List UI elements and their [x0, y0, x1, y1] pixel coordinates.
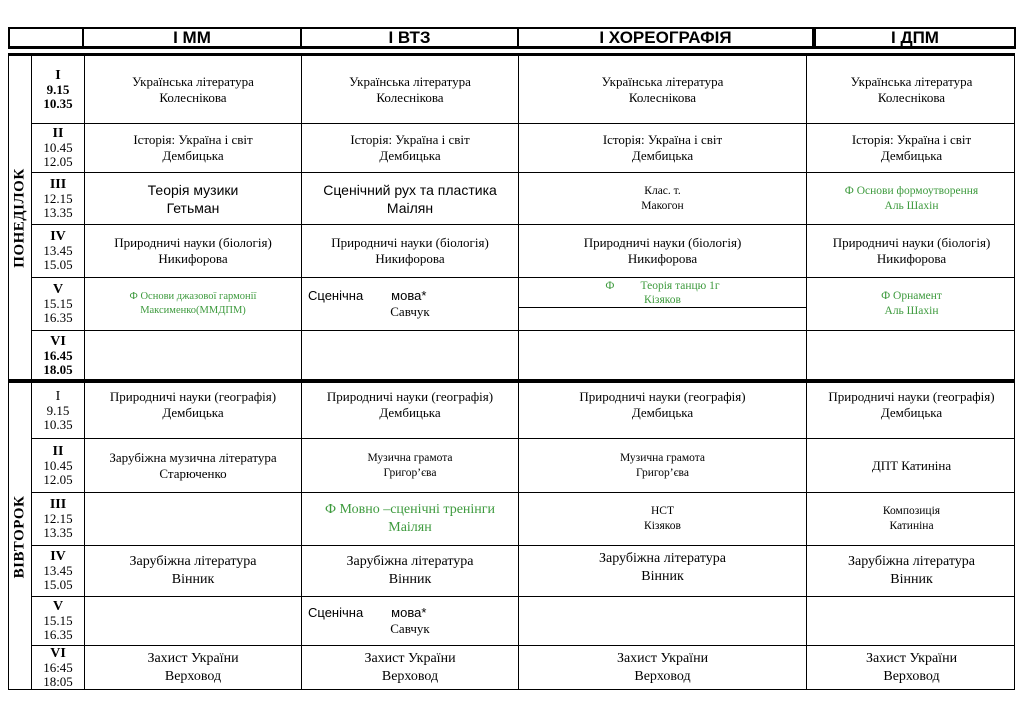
period-cell: VI 16:45 18:05	[32, 646, 85, 690]
lesson-cell: НСТ Кізяков	[519, 493, 807, 545]
header-group-dpm: I ДПМ	[814, 27, 1016, 49]
lesson-cell: Ф Основи формоутворення Аль Шахін	[844, 184, 979, 212]
lesson-cell: Зарубіжна література Вінник	[302, 546, 519, 596]
lesson-cell: Теорія музики Гетьман	[85, 173, 302, 224]
period-cell: V 15.15 16.35	[32, 278, 85, 330]
lesson-cell: Природничі науки (географія) Дембицька	[85, 383, 302, 438]
lesson-cell: Історія: Україна і світ Дембицька	[85, 124, 302, 172]
schedule-header	[8, 27, 1016, 50]
period-cell: VI 16.45 18.05	[32, 331, 85, 380]
lesson-cell: Українська література Колеснікова	[85, 56, 302, 123]
lesson-cell: Зарубіжна література Вінник	[519, 546, 807, 596]
lesson-cell	[85, 493, 302, 545]
lesson-cell: Ф Основи джазової гармонії Максименко(ММДПМ)	[85, 278, 302, 330]
lesson-cell: ДПТ Катиніна	[871, 457, 952, 473]
lesson-cell	[519, 331, 807, 380]
lesson-cell: Захист України Верховод	[302, 646, 519, 690]
period-cell: II 10.45 12.05	[32, 124, 85, 172]
table-row	[32, 278, 1014, 331]
period-cell: I 9.15 10.35	[32, 56, 85, 123]
table-row	[32, 383, 1014, 439]
lesson-cell: Сценічний рух та пластика Маілян	[302, 173, 519, 224]
lesson-cell: Клас. т. Макогон	[519, 173, 807, 224]
lesson-cell: Природничі науки (біологія) Никифорова	[519, 225, 807, 277]
lesson-cell: Музична грамота Григор’єва	[519, 439, 807, 492]
period-cell: III 12.15 13.35	[32, 493, 85, 545]
lesson-cell	[807, 331, 1016, 380]
lesson-cell	[85, 331, 302, 380]
lesson-cell: Історія: Україна і світ Дембицька	[519, 124, 807, 172]
header-blank-cell	[8, 27, 82, 49]
lesson-cell: Ф Теорія танцю 1г Кізяков	[519, 278, 807, 330]
lesson-cell: Сценічна мова* Савчук	[302, 278, 519, 330]
table-row	[32, 493, 1014, 546]
lesson-cell: Українська література Колеснікова	[519, 56, 807, 123]
lesson-cell: Зарубіжна література Вінник	[848, 554, 975, 587]
lesson-cell: Історія: Україна і світ Дембицька	[851, 132, 972, 163]
table-row	[32, 225, 1014, 278]
lesson-cell: Сценічна мова* Савчук	[302, 597, 519, 645]
header-group-vtz: I ВТЗ	[300, 27, 517, 49]
day-label-monday: ПОНЕДІЛОК	[9, 56, 32, 380]
header-group-choreography: I ХОРЕОГРАФІЯ	[517, 27, 814, 49]
period-cell: IV 13.45 15.05	[32, 546, 85, 596]
lesson-cell: Природничі науки (географія) Дембицька	[828, 389, 995, 420]
lesson-cell: Композиція Катиніна	[882, 505, 941, 532]
monday-block	[8, 53, 1015, 380]
table-row	[32, 646, 1014, 690]
header-group-mm: I ММ	[82, 27, 300, 49]
lesson-cell: Музична грамота Григор’єва	[302, 439, 519, 492]
lesson-cell: Природничі науки (біологія) Никифорова	[832, 235, 991, 266]
lesson-cell: Зарубіжна література Вінник	[85, 546, 302, 596]
lesson-cell: Природничі науки (біологія) Никифорова	[85, 225, 302, 277]
lesson-cell: Ф Орнамент Аль Шахін	[881, 290, 942, 317]
lesson-cell: Ф Мовно –сценічні тренінги Маілян	[302, 493, 519, 545]
lesson-cell	[807, 597, 1016, 645]
lesson-cell: Природничі науки (географія) Дембицька	[302, 383, 519, 438]
table-row	[32, 331, 1014, 380]
lesson-cell: Українська література Колеснікова	[302, 56, 519, 123]
lesson-cell: Історія: Україна і світ Дембицька	[302, 124, 519, 172]
lesson-cell: Природничі науки (географія) Дембицька	[519, 383, 807, 438]
table-row	[32, 124, 1014, 173]
lesson-cell	[85, 597, 302, 645]
tuesday-block	[8, 380, 1015, 690]
lesson-cell: Захист України Верховод	[519, 646, 807, 690]
period-cell: IV 13.45 15.05	[32, 225, 85, 277]
period-cell: III 12.15 13.35	[32, 173, 85, 224]
lesson-cell: Українська література Колеснікова	[850, 73, 973, 105]
period-cell: V 15.15 16.35	[32, 597, 85, 645]
period-cell: I 9.15 10.35	[32, 383, 85, 438]
cell-divider	[519, 307, 806, 308]
lesson-cell: Захист України Верховод	[865, 651, 958, 684]
table-row	[32, 173, 1014, 225]
lesson-cell: Зарубіжна музична література Старюченко	[85, 439, 302, 492]
period-cell: II 10.45 12.05	[32, 439, 85, 492]
lesson-cell	[302, 331, 519, 380]
lesson-cell: Захист України Верховод	[85, 646, 302, 690]
day-label-tuesday: ВІВТОРОК	[9, 383, 32, 690]
table-row	[32, 546, 1014, 597]
table-row	[32, 56, 1014, 124]
table-row	[32, 439, 1014, 493]
lesson-cell: Природничі науки (біологія) Никифорова	[302, 225, 519, 277]
lesson-cell	[519, 597, 807, 645]
table-row	[32, 597, 1014, 646]
